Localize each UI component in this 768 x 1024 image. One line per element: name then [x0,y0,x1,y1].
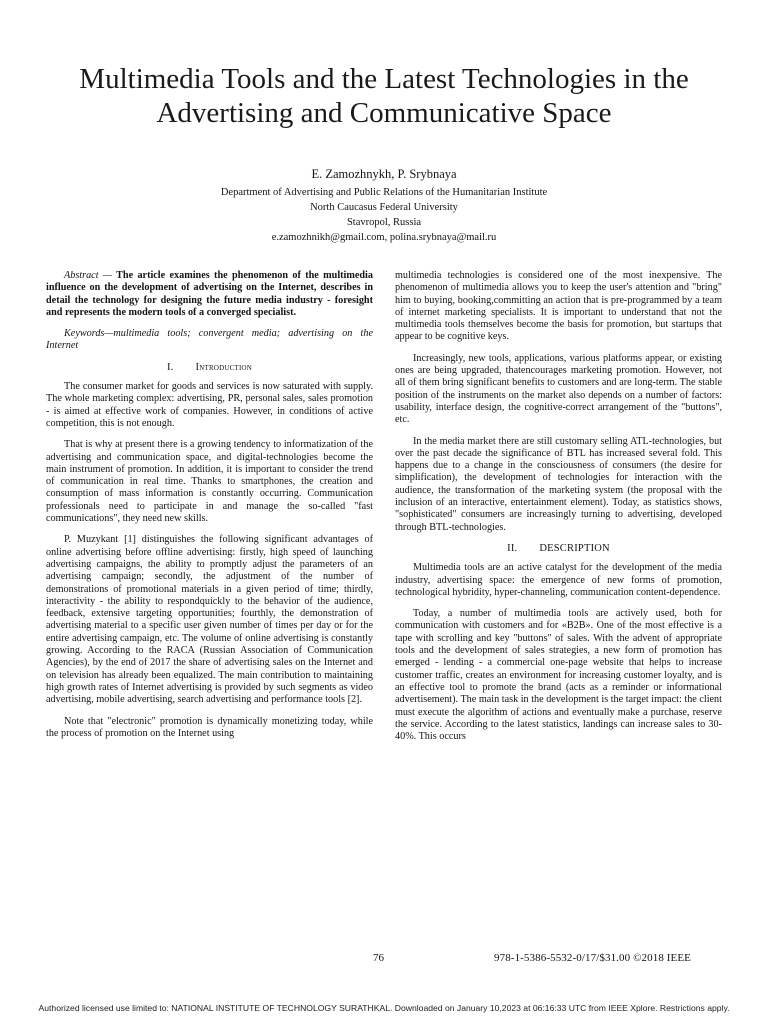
paragraph: P. Muzykant [1] distinguishes the following significant advantages of online advertising before offline advertising: firstly, high speed of launching advertising campaigns, the ability to promptly adjust the parameters of an advertising campaign; secondly, the adjustment of the number of demonstrations of promotional materials in a given period of time; thirdly, interactivity - the ability to respondquickly to the behavior of the audience, feedback, extensive targeting opportunities; fourthly, the demonstration of advertising material to a specific user given number of times per day or for the entire advertising campaign, etc. The volume of online advertising is constantly growing. According to the RACA (Russian Association of Communication Agencies), by the end of 2017 the share of advertising sales on the Internet and on television has already been equalized. The main contribution to maintaining high growth rates of Internet advertising is provided by such segments as video advertising, mobile advertising, search advertising and performance tools [2]. [46,534,373,706]
paragraph: Multimedia tools are an active catalyst for the development of the media industry, advertising space: the emergence of new forms of promotion, technological hybridity, hyper-channeling, communication content-dependence. [395,562,722,598]
title-line-1: Multimedia Tools and the Latest Technologies in the [79,63,689,95]
section-title: Introduction [195,361,252,373]
right-column [395,270,722,752]
paragraph: The consumer market for goods and services is now saturated with supply. The whole marketing complex: advertising, PR, personal sales, sales promotion - is aimed at effective work of companies. However, in conditions of active competition, this is not enough. [46,381,373,429]
page-number: 76 [373,952,384,964]
left-column [46,270,373,749]
affiliation-location: Stavropol, Russia [346,217,422,228]
section-number: II. [507,542,518,554]
affiliation-department: Department of Advertising and Public Relations of the Humanitarian Institute [220,187,548,198]
paragraph: In the media market there are still customary selling ATL-technologies, but over the past decade the significance of BTL has increased several fold. This happens due to a change in the consciousness of consumers (the desire for simplification), the development of technologies for interaction with the audience, the transformation of the marketing system (the proposal with the inclusion of an interactive, entertainment element). Today, as statistics shows, "sophisticated" consumers are increasingly turning to advertising, developed through BTL-technologies. [395,435,722,533]
paragraph: multimedia technologies is considered one of the most inexpensive. The phenomenon of multimedia allows you to keep the user's attention and "bring" him to buying, booking,committing an action that is pre-programmed by a team of internet marketing specialists. It is important to understand that not the multimedia tools themselves become the basis for promotion, but startups that appear to be cognitive keys. [395,270,722,343]
paragraph: That is why at present there is a growing tendency to informatization of the advertising and communication space, and digital-technologies become the main instrument of promotion. In addition, it is important to consider the trend of communication in real time. Thanks to smartphones, the creation and consumption of mass information is constantly occurring. Communication professionals need to participate in and manage the so-called "fast communications", they need new skills. [46,439,373,525]
section-title: DESCRIPTION [539,542,610,554]
title-line-2: Advertising and Communicative Space [156,97,612,129]
affiliation-emails: e.zamozhnikh@gmail.com, polina.srybnaya@mail.ru [271,232,497,243]
authors: E. Zamozhnykh, P. Srybnaya [311,167,457,181]
license-notice: Authorized licensed use limited to: NATIONAL INSTITUTE OF TECHNOLOGY SURATHKAL. Downloaded on January 10,2023 at 06:16:33 UTC from IEEE Xplore. Restrictions apply. [38,1003,730,1013]
abstract-label: Abstract — [64,270,112,281]
abstract [46,270,373,319]
copyright-notice: 978-1-5386-5532-0/17/$31.00 ©2018 IEEE [494,952,691,964]
paragraph: Note that "electronic" promotion is dynamically monetizing today, while the process of promotion on the Internet using [46,715,373,739]
paper-title [40,62,728,130]
section-heading-introduction [46,362,373,374]
section-heading-description [395,543,722,555]
affiliation-university: North Caucasus Federal University [310,202,458,213]
keywords: Keywords—multimedia tools; convergent media; advertising on the Internet [46,328,373,352]
affiliation [40,185,728,245]
paragraph: Today, a number of multimedia tools are actively used, both for communication with customers and for «B2B». One of the most effective is a tape with scrolling and key "buttons" of sales. With the advent of appropriate tools and the development of sales strategies, a new form of promotion has emerged - lending - a commercial one-page website that helps to increase customer traffic, creates an environment for increasing customer loyalty, and is an effective tool to promote the brand (acts as a reminder or informational advertisement). The main task in the development is the target impact: the client must execute the algorithm of actions and eventually make a purchase, reserve the service. According to the latest statistics, landings can increase sales to 30-40%. This occurs [395,608,722,743]
paragraph: Increasingly, new tools, applications, various platforms appear, or existing ones are being upgraded, thatencourages marketing promotion. However, not all of them bring significant benefits to customers and are long-term. The stable position of the instruments on the market also depends on a number of factors: usability, interface design, the cognitive-correct arrangement of the "buttons", etc. [395,352,722,426]
section-number: I. [167,361,174,373]
abstract-text: The article examines the phenomenon of the multimedia influence on the development of advertising on the Internet, describes in detail the technology for designing the future media industry - foresight and represents the modern tools of a converged specialist. [46,270,373,318]
